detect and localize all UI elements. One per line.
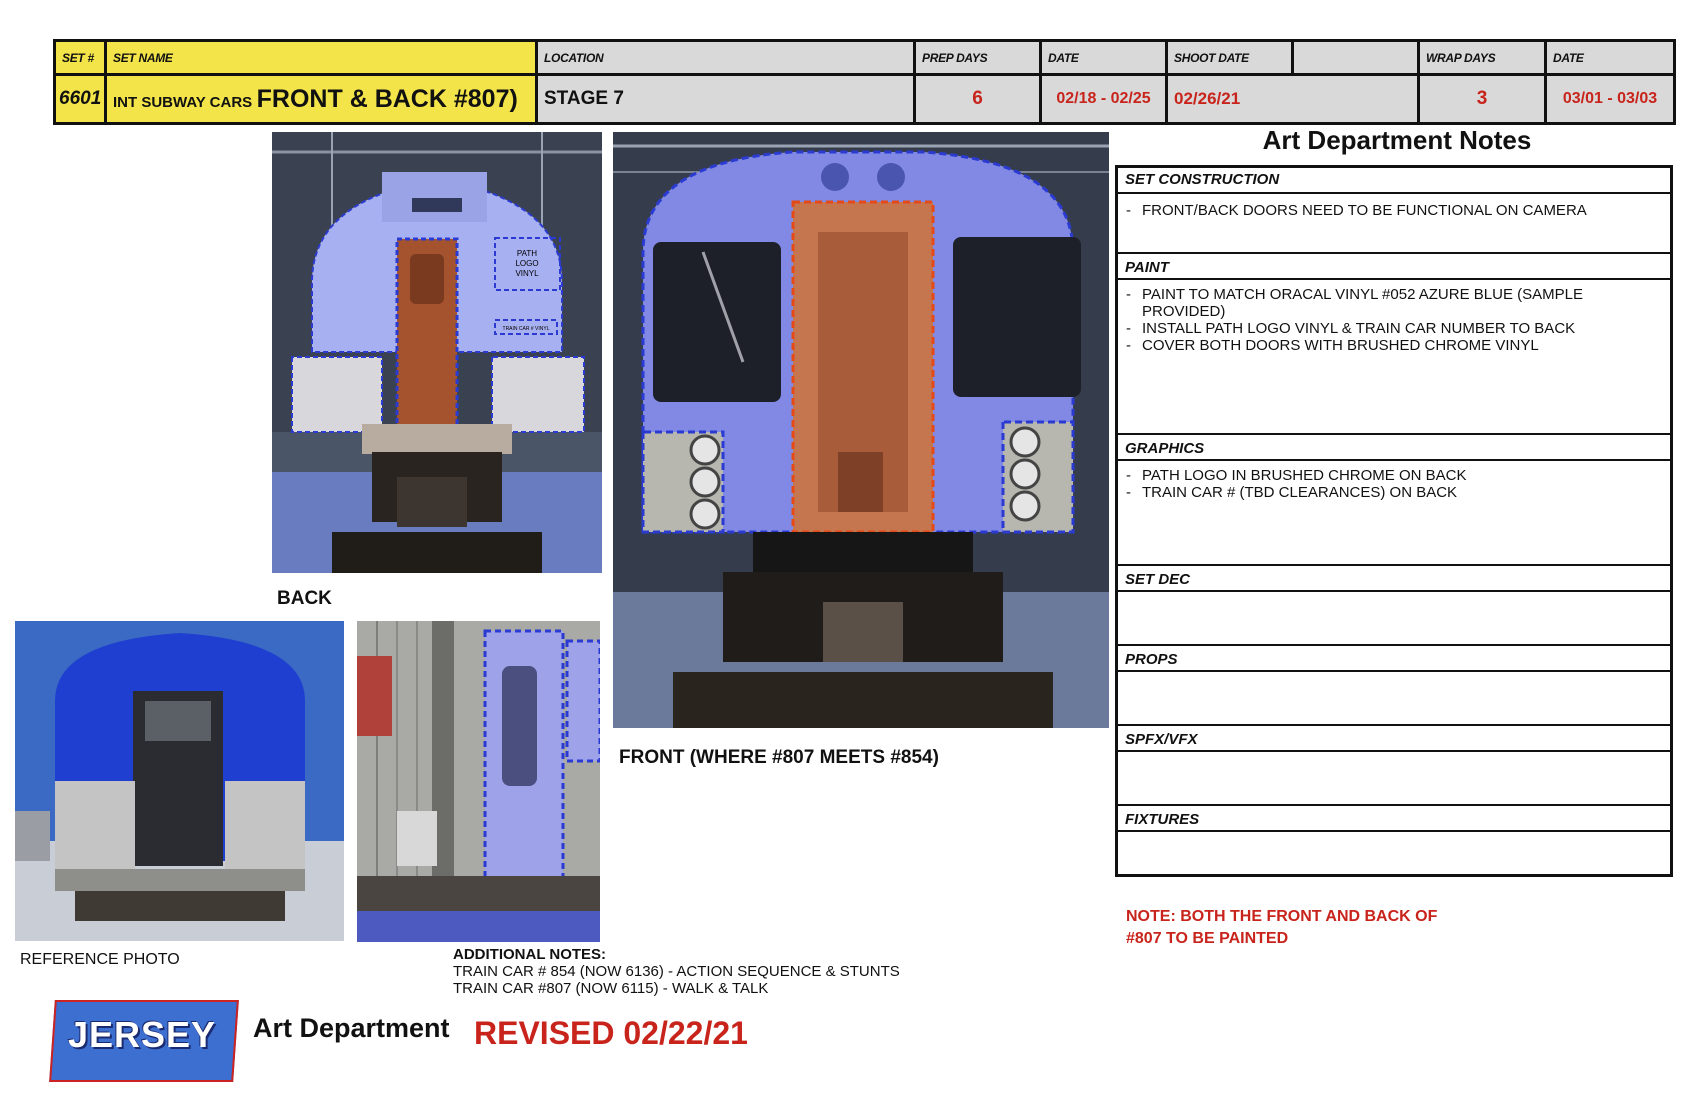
note-item: - TRAIN CAR # (TBD CLEARANCES) ON BACK: [1126, 484, 1662, 501]
front-caption: FRONT (WHERE #807 MEETS #854): [619, 747, 939, 768]
section-body-set-construction: [1118, 196, 1670, 248]
location-value: STAGE 7: [537, 75, 915, 124]
shoot-date-value: 02/26/21: [1167, 75, 1419, 124]
note-item: - FRONT/BACK DOORS NEED TO BE FUNCTIONAL ON CAMERA: [1126, 202, 1662, 219]
set-name-main: FRONT & BACK #807): [256, 84, 518, 113]
path-logo-vinyl-text: PATH LOGO VINYL: [515, 249, 539, 278]
jersey-logo: [42, 992, 242, 1082]
back-photo: [272, 132, 602, 573]
note-item: - PATH LOGO IN BRUSHED CHROME ON BACK: [1126, 467, 1662, 484]
set-number-label: SET #: [55, 41, 106, 75]
section-heading-spfx-vfx: SPFX/VFX: [1118, 724, 1670, 752]
additional-note-line: TRAIN CAR # 854 (NOW 6136) - ACTION SEQUENCE & STUNTS: [453, 963, 900, 980]
section-heading-set-dec: SET DEC: [1118, 564, 1670, 592]
revised-date: REVISED 02/22/21: [474, 1015, 748, 1051]
back-caption: BACK: [277, 588, 332, 609]
paint-note-line: #807 TO BE PAINTED: [1126, 930, 1289, 947]
prep-date-label: DATE: [1041, 41, 1167, 75]
section-heading-props: PROPS: [1118, 644, 1670, 672]
prep-days-label: PREP DAYS: [915, 41, 1041, 75]
note-item: - PAINT TO MATCH ORACAL VINYL #052 AZURE BLUE (SAMPLE PROVIDED): [1126, 286, 1662, 320]
back-car-illustration: [272, 132, 602, 573]
location-label: LOCATION: [537, 41, 915, 75]
prep-days-value: 6: [915, 75, 1041, 124]
reference-caption: REFERENCE PHOTO: [20, 951, 180, 968]
wrap-date-label: DATE: [1546, 41, 1675, 75]
shoot-date-label: SHOOT DATE: [1167, 41, 1293, 75]
additional-note-line: TRAIN CAR #807 (NOW 6115) - WALK & TALK: [453, 980, 769, 997]
set-info-table: [53, 39, 1676, 125]
front-photo: [613, 132, 1109, 728]
paint-note-line: NOTE: BOTH THE FRONT AND BACK OF: [1126, 908, 1438, 925]
section-heading-set-construction: SET CONSTRUCTION: [1118, 166, 1670, 194]
front-car-illustration: [613, 132, 1109, 728]
header-labels-row: [55, 41, 1675, 75]
prep-dates-value: 02/18 - 02/25: [1041, 75, 1167, 124]
paint-note: [1126, 906, 1437, 950]
additional-notes-heading: ADDITIONAL NOTES:: [453, 946, 607, 963]
notes-title: Art Department Notes: [1262, 125, 1532, 155]
reference-photo: [15, 621, 344, 941]
section-heading-paint: PAINT: [1118, 252, 1670, 280]
set-name-cell: [106, 75, 537, 124]
set-name-label: SET NAME: [106, 41, 537, 75]
jersey-logo-text: JERSEY: [67, 1014, 217, 1055]
wrap-days-label: WRAP DAYS: [1419, 41, 1546, 75]
side-detail-photo: [357, 621, 600, 942]
train-car-vinyl-text: TRAIN CAR # VINYL: [502, 326, 550, 332]
side-car-illustration: [357, 621, 600, 942]
section-heading-fixtures: FIXTURES: [1118, 804, 1670, 832]
wrap-dates-value: 03/01 - 03/03: [1546, 75, 1675, 124]
blank-label: [1293, 41, 1419, 75]
section-heading-graphics: GRAPHICS: [1118, 433, 1670, 461]
note-item: - INSTALL PATH LOGO VINYL & TRAIN CAR NUMBER TO BACK: [1126, 320, 1662, 337]
notes-panel: [1115, 165, 1673, 877]
section-body-graphics: [1118, 461, 1670, 561]
header-values-row: [55, 75, 1675, 124]
additional-notes: [453, 946, 900, 997]
reference-car-illustration: [15, 621, 344, 941]
section-body-paint: [1118, 280, 1670, 430]
note-item: - COVER BOTH DOORS WITH BRUSHED CHROME VINYL: [1126, 337, 1662, 354]
set-name-prefix: INT SUBWAY CARS: [113, 93, 253, 111]
wrap-days-value: 3: [1419, 75, 1546, 124]
set-number: 6601: [55, 75, 106, 124]
department-name: Art Department: [253, 1013, 450, 1043]
